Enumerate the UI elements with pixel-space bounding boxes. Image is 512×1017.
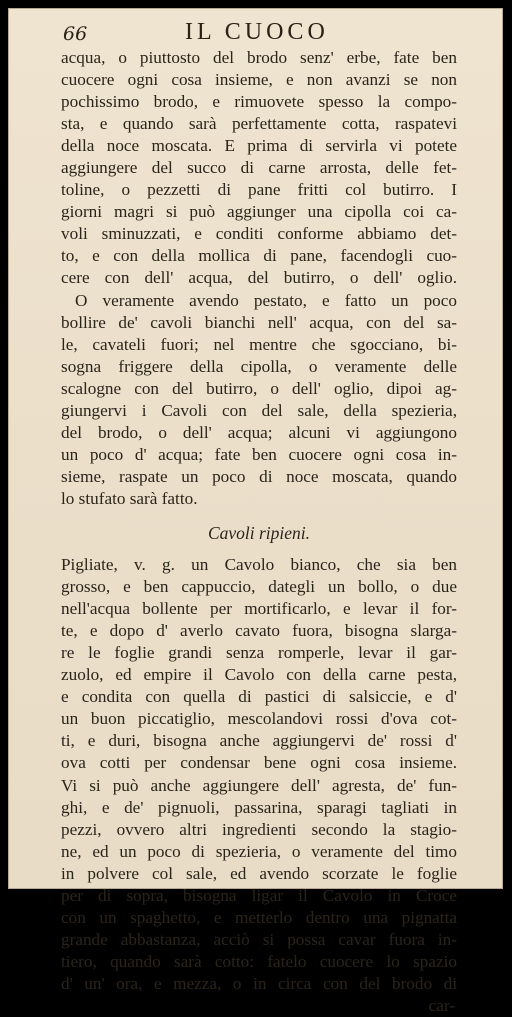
text-line: d' un' ora, e mezza, o in circa con del brodo di — [61, 973, 457, 993]
text-line: toline, o pezzetti di pane fritti col butirro. I — [61, 180, 457, 200]
text-line: sogna friggere della cipolla, o veramente delle — [61, 356, 457, 376]
text-line: te, e dopo d' averlo cavato fuora, bisogna slarga- — [61, 621, 457, 641]
text-line: to, e con della mollica di pane, facendogli cuo- — [61, 246, 457, 266]
text-line: grosso, e ben cappuccio, dategli un bollo, o due — [61, 577, 457, 597]
text-line: lo stufato sarà fatto. — [61, 488, 198, 508]
text-line: pezzi, ovvero altri ingredienti secondo la stagio- — [61, 819, 457, 839]
text-line: le, cavateli fuori; nel mentre che sgocciano, bi- — [61, 334, 457, 354]
text-line: giorni magri si può aggiunger una cipolla coi ca- — [61, 202, 457, 222]
text-line: zuolo, ed empire il Cavolo con della carne pesta, — [61, 665, 457, 685]
text-line: un buon piccatiglio, mescolandovi rossi d'ova cot- — [61, 709, 457, 729]
catchword: car- — [428, 995, 455, 1015]
book-page — [8, 8, 503, 1015]
page-number: 66 — [63, 23, 88, 45]
text-line: sieme, raspate un poco di noce moscata, quando — [61, 466, 457, 486]
text-line: giungervi i Cavoli con del sale, della spezieria, — [61, 400, 457, 420]
text-line: O veramente avendo pestato, e fatto un poco — [75, 290, 457, 310]
text-line: pochissimo brodo, e rimuovete spesso la compo- — [61, 92, 457, 112]
text-line: scalogne con del butirro, o dell' oglio, dipoi ag- — [61, 378, 457, 398]
text-line: ne, ed un poco di spezieria, o veramente del timo — [61, 841, 457, 861]
text-line: della noce moscata. E prima di servirla vi potete — [61, 136, 457, 156]
paragraph-3 — [61, 554, 457, 995]
text-line: per di sopra, bisogna ligar il Cavolo in Croce — [61, 885, 457, 905]
text-line: Pigliate, v. g. un Cavolo bianco, che sia ben — [61, 555, 457, 575]
page-header — [9, 17, 502, 47]
text-line: con un spaghetto, e metterlo dentro una pignatta — [61, 907, 457, 927]
running-title: IL CUOCO — [185, 19, 329, 45]
text-line: del brodo, o dell' acqua; alcuni vi aggiungono — [61, 422, 457, 442]
text-line: ghi, e de' pignuoli, passarina, sparagi tagliati in — [61, 797, 457, 817]
text-line: cere con dell' acqua, del butirro, o dell' oglio. — [61, 268, 457, 288]
text-line: un poco d' acqua; fate ben cuocere ogni cosa in- — [61, 444, 457, 464]
text-line: bollire de' cavoli bianchi nell' acqua, con del sa- — [61, 312, 457, 332]
text-line: grande abbastanza, acciò si possa cavar fuora in- — [61, 929, 457, 949]
page-body — [61, 47, 457, 1017]
text-line: nell'acqua bollente per mortificarlo, e levar il for- — [61, 599, 457, 619]
text-line: voli sminuzzati, e conditi conforme abbiamo det- — [61, 224, 457, 244]
text-line: cuocere ogni cosa insieme, e non avanzi se non — [61, 70, 457, 90]
text-line: tiero, quando sarà cotto: fatelo cuocere lo spazio — [61, 951, 457, 971]
text-line: ti, e duri, bisogna anche aggiungervi de' rossi d' — [61, 731, 457, 751]
text-line: acqua, o piuttosto del brodo senz' erbe, fate ben — [61, 48, 457, 67]
paragraph-2 — [61, 290, 457, 510]
text-line: in polvere col sale, ed avendo scorzate le foglie — [61, 863, 457, 883]
text-line: ova cotti per condensar bene ogni cosa insieme. — [61, 753, 457, 773]
text-line: e condita con quella di pastici di salsiccie, e d' — [61, 687, 457, 707]
text-line: sta, e quando sarà perfettamente cotta, raspatevi — [61, 114, 457, 134]
section-heading: Cavoli ripieni. — [207, 522, 311, 543]
text-line: Vi si può anche aggiungere dell' agresta, de' fun- — [61, 775, 457, 795]
text-line: re le foglie grandi senza romperle, levar il gar- — [61, 643, 457, 663]
paragraph-1 — [61, 47, 457, 290]
text-line: aggiungere del succo di carne arrosta, delle fet- — [61, 158, 457, 178]
